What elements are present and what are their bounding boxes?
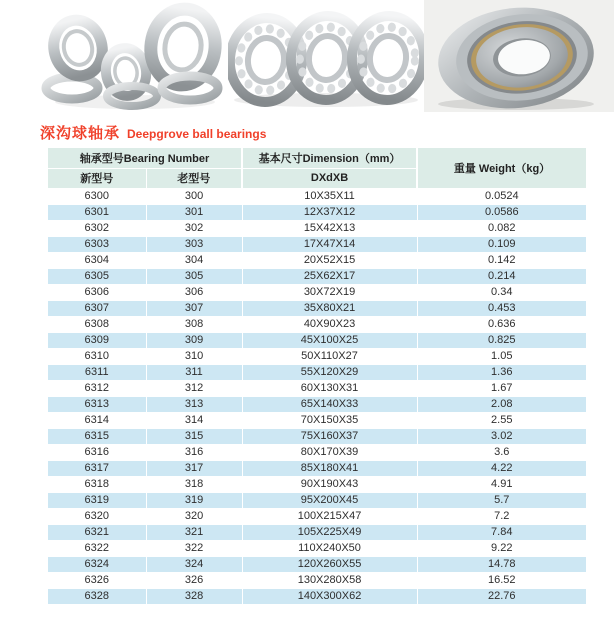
table-row	[48, 396, 586, 412]
spec-table-container	[48, 148, 586, 604]
title-english: Deepgrove ball bearings	[127, 127, 267, 141]
old-model-cell: 303	[146, 236, 242, 252]
table-row	[48, 236, 586, 252]
new-model-cell: 6309	[48, 332, 146, 348]
dimension-cell: 110X240X50	[242, 540, 417, 556]
old-model-cell: 304	[146, 252, 242, 268]
weight-cell: 7.84	[417, 524, 586, 540]
table-row	[48, 380, 586, 396]
weight-cell: 5.7	[417, 492, 586, 508]
old-model-cell: 322	[146, 540, 242, 556]
weight-cell: 22.76	[417, 588, 586, 604]
dimension-cell: 65X140X33	[242, 396, 417, 412]
new-model-cell: 6320	[48, 508, 146, 524]
weight-cell: 14.78	[417, 556, 586, 572]
dimension-cell: 120X260X55	[242, 556, 417, 572]
weight-cell: 1.36	[417, 364, 586, 380]
old-model-cell: 328	[146, 588, 242, 604]
new-model-cell: 6326	[48, 572, 146, 588]
weight-cell: 0.453	[417, 300, 586, 316]
dimension-cell: 35X80X21	[242, 300, 417, 316]
dimension-cell: 40X90X23	[242, 316, 417, 332]
header-weight: 重量 Weight（kg）	[417, 148, 586, 188]
header-old-model: 老型号	[146, 168, 242, 188]
weight-cell: 0.34	[417, 284, 586, 300]
table-row	[48, 252, 586, 268]
table-row	[48, 268, 586, 284]
table-row	[48, 204, 586, 220]
dimension-cell: 60X130X31	[242, 380, 417, 396]
new-model-cell: 6322	[48, 540, 146, 556]
new-model-cell: 6314	[48, 412, 146, 428]
table-row	[48, 508, 586, 524]
weight-cell: 0.082	[417, 220, 586, 236]
table-row	[48, 492, 586, 508]
weight-cell: 2.55	[417, 412, 586, 428]
old-model-cell: 315	[146, 428, 242, 444]
new-model-cell: 6318	[48, 476, 146, 492]
dimension-cell: 50X110X27	[242, 348, 417, 364]
header-dimension-group: 基本尺寸Dimension（mm）	[242, 148, 417, 168]
weight-cell: 2.08	[417, 396, 586, 412]
dimension-cell: 30X72X19	[242, 284, 417, 300]
new-model-cell: 6324	[48, 556, 146, 572]
weight-cell: 0.636	[417, 316, 586, 332]
new-model-cell: 6304	[48, 252, 146, 268]
table-row	[48, 556, 586, 572]
new-model-cell: 6328	[48, 588, 146, 604]
product-photos	[0, 0, 614, 112]
new-model-cell: 6313	[48, 396, 146, 412]
old-model-cell: 301	[146, 204, 242, 220]
table-row	[48, 540, 586, 556]
old-model-cell: 300	[146, 188, 242, 204]
new-model-cell: 6312	[48, 380, 146, 396]
new-model-cell: 6308	[48, 316, 146, 332]
header-bearing-number-group: 轴承型号Bearing Number	[48, 148, 242, 168]
new-model-cell: 6303	[48, 236, 146, 252]
new-model-cell: 6321	[48, 524, 146, 540]
header-new-model: 新型号	[48, 168, 146, 188]
old-model-cell: 318	[146, 476, 242, 492]
new-model-cell: 6315	[48, 428, 146, 444]
weight-cell: 3.02	[417, 428, 586, 444]
dimension-cell: 15X42X13	[242, 220, 417, 236]
dimension-cell: 85X180X41	[242, 460, 417, 476]
dimension-cell: 10X35X11	[242, 188, 417, 204]
table-row	[48, 444, 586, 460]
dimension-cell: 130X280X58	[242, 572, 417, 588]
weight-cell: 16.52	[417, 572, 586, 588]
old-model-cell: 310	[146, 348, 242, 364]
dimension-cell: 55X120X29	[242, 364, 417, 380]
bearing-closeup-photo	[424, 0, 614, 112]
dimension-cell: 25X62X17	[242, 268, 417, 284]
old-model-cell: 313	[146, 396, 242, 412]
old-model-cell: 311	[146, 364, 242, 380]
weight-cell: 9.22	[417, 540, 586, 556]
dimension-cell: 75X160X37	[242, 428, 417, 444]
new-model-cell: 6319	[48, 492, 146, 508]
old-model-cell: 314	[146, 412, 242, 428]
new-model-cell: 6316	[48, 444, 146, 460]
dimension-cell: 90X190X43	[242, 476, 417, 492]
old-model-cell: 302	[146, 220, 242, 236]
dimension-cell: 95X200X45	[242, 492, 417, 508]
old-model-cell: 308	[146, 316, 242, 332]
dimension-cell: 12X37X12	[242, 204, 417, 220]
new-model-cell: 6306	[48, 284, 146, 300]
weight-cell: 3.6	[417, 444, 586, 460]
weight-cell: 1.67	[417, 380, 586, 396]
weight-cell: 0.109	[417, 236, 586, 252]
old-model-cell: 324	[146, 556, 242, 572]
table-row	[48, 588, 586, 604]
dimension-cell: 80X170X39	[242, 444, 417, 460]
table-row	[48, 332, 586, 348]
old-model-cell: 319	[146, 492, 242, 508]
dimension-cell: 70X150X35	[242, 412, 417, 428]
old-model-cell: 305	[146, 268, 242, 284]
new-model-cell: 6311	[48, 364, 146, 380]
table-row	[48, 300, 586, 316]
page-title	[40, 122, 614, 144]
old-model-cell: 307	[146, 300, 242, 316]
table-header	[48, 148, 586, 188]
table-row	[48, 364, 586, 380]
new-model-cell: 6301	[48, 204, 146, 220]
new-model-cell: 6305	[48, 268, 146, 284]
table-row	[48, 220, 586, 236]
bearing-spec-table	[48, 148, 586, 604]
old-model-cell: 309	[146, 332, 242, 348]
table-row	[48, 316, 586, 332]
dimension-cell: 17X47X14	[242, 236, 417, 252]
new-model-cell: 6300	[48, 188, 146, 204]
new-model-cell: 6307	[48, 300, 146, 316]
weight-cell: 0.0586	[417, 204, 586, 220]
old-model-cell: 326	[146, 572, 242, 588]
three-bearings-photo	[228, 0, 424, 112]
new-model-cell: 6302	[48, 220, 146, 236]
table-body	[48, 188, 586, 604]
dimension-cell: 100X215X47	[242, 508, 417, 524]
old-model-cell: 306	[146, 284, 242, 300]
dimension-cell: 20X52X15	[242, 252, 417, 268]
new-model-cell: 6317	[48, 460, 146, 476]
table-row	[48, 188, 586, 204]
old-model-cell: 320	[146, 508, 242, 524]
dimension-cell: 105X225X49	[242, 524, 417, 540]
weight-cell: 4.91	[417, 476, 586, 492]
title-chinese: 深沟球轴承	[40, 125, 121, 142]
table-row	[48, 348, 586, 364]
header-dimension-code: DXdXB	[242, 168, 417, 188]
weight-cell: 4.22	[417, 460, 586, 476]
table-row	[48, 572, 586, 588]
weight-cell: 0.214	[417, 268, 586, 284]
weight-cell: 1.05	[417, 348, 586, 364]
weight-cell: 0.142	[417, 252, 586, 268]
dimension-cell: 140X300X62	[242, 588, 417, 604]
bearing-group-photo	[40, 0, 230, 112]
weight-cell: 7.2	[417, 508, 586, 524]
weight-cell: 0.0524	[417, 188, 586, 204]
table-row	[48, 524, 586, 540]
table-row	[48, 412, 586, 428]
new-model-cell: 6310	[48, 348, 146, 364]
table-row	[48, 460, 586, 476]
old-model-cell: 316	[146, 444, 242, 460]
weight-cell: 0.825	[417, 332, 586, 348]
old-model-cell: 321	[146, 524, 242, 540]
table-row	[48, 428, 586, 444]
old-model-cell: 317	[146, 460, 242, 476]
table-row	[48, 476, 586, 492]
table-row	[48, 284, 586, 300]
dimension-cell: 45X100X25	[242, 332, 417, 348]
old-model-cell: 312	[146, 380, 242, 396]
